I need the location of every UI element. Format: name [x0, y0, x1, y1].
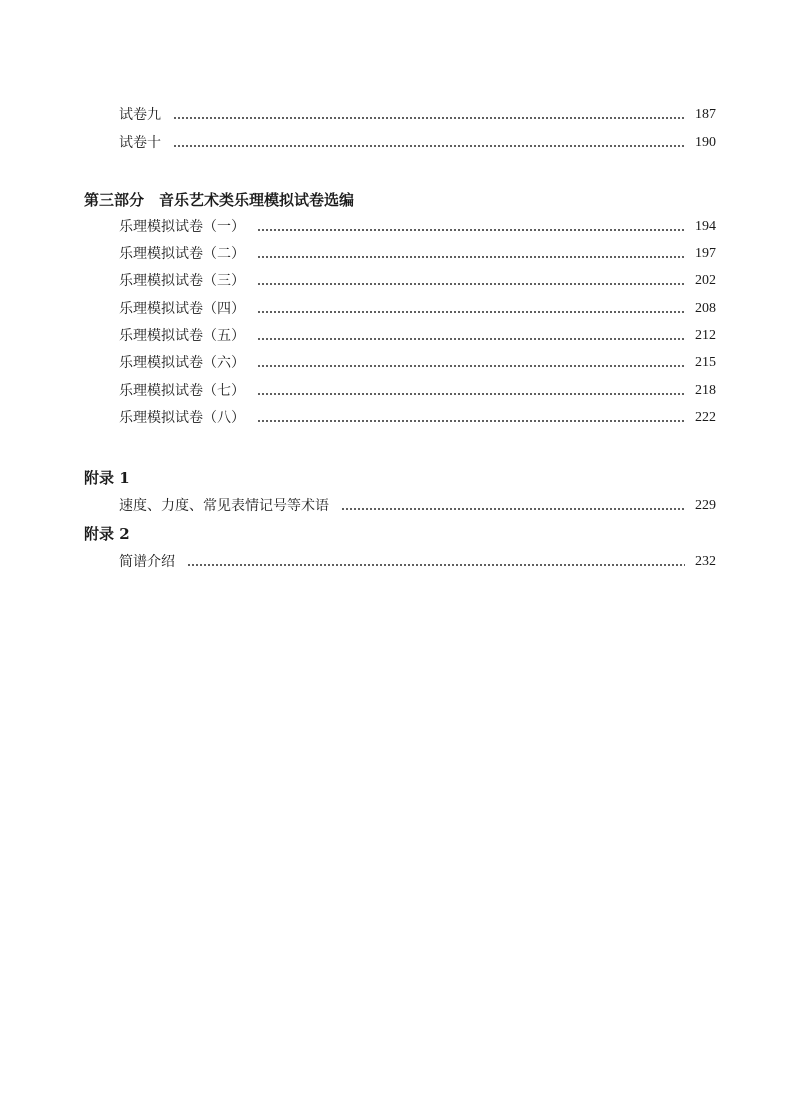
toc-entry-title: 试卷十	[119, 135, 161, 151]
toc-entry-exam-10[interactable]	[119, 131, 716, 155]
toc-entry-title: 乐理模拟试卷（四）	[119, 301, 245, 317]
toc-entry-mock-7[interactable]	[119, 379, 716, 403]
toc-entry-title: 乐理模拟试卷（五）	[119, 328, 245, 344]
toc-entry-page: 212	[695, 328, 716, 343]
toc-entry-title: 速度、力度、常见表情记号等术语	[119, 498, 329, 514]
toc-entry-page: 208	[695, 301, 716, 316]
toc-entry-terms[interactable]	[119, 494, 716, 518]
appendix2-heading: 附录 2	[84, 525, 130, 543]
toc-entry-page: 190	[695, 135, 716, 150]
appendix1-heading: 附录 1	[84, 469, 130, 487]
toc-entry-mock-2[interactable]	[119, 242, 716, 266]
dot-leader	[187, 550, 685, 574]
dot-leader	[257, 215, 685, 239]
toc-entry-title: 乐理模拟试卷（一）	[119, 219, 245, 235]
toc-entry-mock-8[interactable]	[119, 406, 716, 430]
toc-entry-title: 乐理模拟试卷（八）	[119, 410, 245, 426]
toc-entry-page: 232	[695, 554, 716, 569]
toc-entry-title: 乐理模拟试卷（三）	[119, 273, 245, 289]
toc-entry-mock-4[interactable]	[119, 297, 716, 321]
toc-entry-page: 202	[695, 273, 716, 288]
toc-entry-page: 218	[695, 383, 716, 398]
part3-heading: 第三部分 音乐艺术类乐理模拟试卷选编	[84, 191, 355, 209]
toc-entry-title: 简谱介绍	[119, 554, 175, 570]
toc-entry-mock-3[interactable]	[119, 269, 716, 293]
dot-leader	[341, 494, 685, 518]
toc-entry-page: 222	[695, 410, 716, 425]
toc-entry-title: 乐理模拟试卷（七）	[119, 383, 245, 399]
dot-leader	[257, 242, 685, 266]
toc-entry-exam-9[interactable]	[119, 103, 716, 127]
dot-leader	[173, 103, 685, 127]
toc-entry-page: 229	[695, 498, 716, 513]
toc-entry-page: 187	[695, 107, 716, 122]
toc-entry-mock-6[interactable]	[119, 351, 716, 375]
dot-leader	[257, 324, 685, 348]
dot-leader	[257, 351, 685, 375]
toc-entry-mock-1[interactable]	[119, 215, 716, 239]
dot-leader	[257, 297, 685, 321]
toc-entry-mock-5[interactable]	[119, 324, 716, 348]
dot-leader	[257, 269, 685, 293]
toc-entry-title: 试卷九	[119, 107, 161, 123]
toc-entry-page: 215	[695, 355, 716, 370]
dot-leader	[257, 406, 685, 430]
toc-entry-page: 194	[695, 219, 716, 234]
toc-entry-title: 乐理模拟试卷（二）	[119, 246, 245, 262]
dot-leader	[173, 131, 685, 155]
toc-entry-title: 乐理模拟试卷（六）	[119, 355, 245, 371]
toc-entry-jianpu[interactable]	[119, 550, 716, 574]
toc-entry-page: 197	[695, 246, 716, 261]
dot-leader	[257, 379, 685, 403]
